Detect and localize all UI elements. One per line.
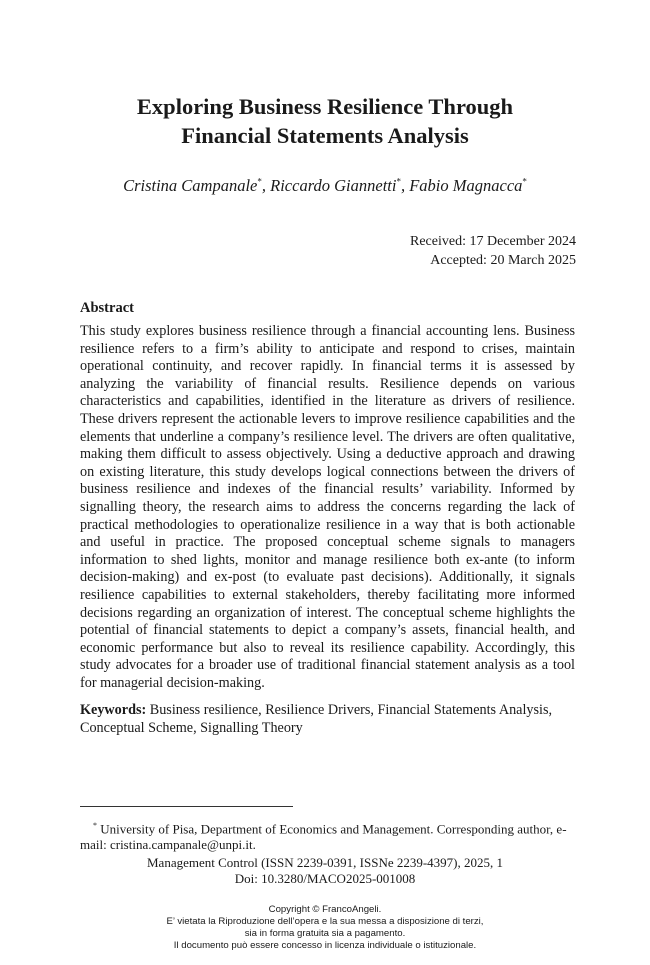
copyright-line: sia in forma gratuita sia a pagamento.	[244, 928, 406, 939]
abstract-heading: Abstract	[80, 300, 134, 316]
copyright-line: Copyright © FrancoAngeli.	[268, 904, 382, 915]
received-date: Received: 17 December 2024	[410, 234, 576, 249]
journal-issn: Management Control (ISSN 2239-0391, ISSNe 2239-4397), 2025, 1	[146, 855, 504, 870]
author-name: Riccardo Giannetti	[270, 176, 397, 195]
copyright-line: Il documento può essere concesso in licenza individuale o istituzionale.	[173, 940, 477, 951]
footnote-mark: *	[93, 821, 97, 830]
keywords-text: Business resilience, Resilience Drivers, Financial Statements Analysis, Conceptual Scheme, Signalling Theory	[80, 702, 553, 736]
author-mark: *	[257, 176, 262, 187]
author-name: Cristina Campanale	[123, 176, 258, 195]
title-line-2: Financial Statements Analysis	[181, 123, 469, 148]
keywords-label: Keywords:	[80, 702, 147, 718]
author-list: Cristina Campanale*, Riccardo Giannetti*, Fabio Magnacca*	[123, 176, 527, 195]
copyright-notice	[0, 904, 650, 952]
submission-dates	[410, 232, 576, 270]
abstract-text: This study explores business resilience through a financial accounting lens. Business resilience refers to a firm’s ability to anticipate and respond to crises, maintain operational continuity, and recover rapidly. In financial terms it is assessed by analyzing the variability of financial results. Resilience depends on various characteristics and capabilities, identified in the literature as drivers of resilience. These drivers represent the actionable levers to improve resilience capabilities and the elements that underline a company’s resilience level. The drivers are often qualitative, making them difficult to assess objectively. Using a deductive approach and drawing on existing literature, this study develops logical connections between the drivers of business resilience and indexes of the financial results’ variability. Informed by signalling theory, the research aims to address the concerns regarding the lack of practical methodologies to operationalize resilience in a way that is both actionable and useful in practice. The proposed conceptual scheme signals to managers information to shed lights, monitor and manage resilience both ex-ante (to inform decision-making) and ex-post (to evaluate past decisions). Additionally, it signals resilience capabilities to external stakeholders, thereby facilitating more informed decisions regarding an organization of interest. The conceptual scheme highlights the potential of financial statements to depict a company’s assets, financial health, and economic performance but also to reveal its resilience capability. Accordingly, this study advocates for a broader use of traditional financial statement analysis as a tool for managerial decision-making.	[80, 323, 575, 691]
title-line-1: Exploring Business Resilience Through	[136, 94, 514, 119]
author-name: Fabio Magnacca	[409, 176, 523, 195]
copyright-line: E’ vietata la Riproduzione dell’opera e la sua messa a disposizione di terzi,	[166, 916, 484, 927]
footnote	[80, 818, 580, 853]
paper-title	[0, 92, 650, 150]
author-mark: *	[522, 176, 527, 187]
journal-info	[0, 855, 650, 887]
accepted-date: Accepted: 20 March 2025	[430, 253, 576, 268]
footnote-text: University of Pisa, Department of Economics and Management. Corresponding author, e-mail: cristina.campanale@unpi.it.	[80, 821, 567, 853]
author-mark: *	[396, 176, 401, 187]
journal-doi: Doi: 10.3280/MACO2025-001008	[234, 871, 416, 886]
keywords	[80, 701, 575, 737]
footnote-divider	[80, 806, 293, 807]
